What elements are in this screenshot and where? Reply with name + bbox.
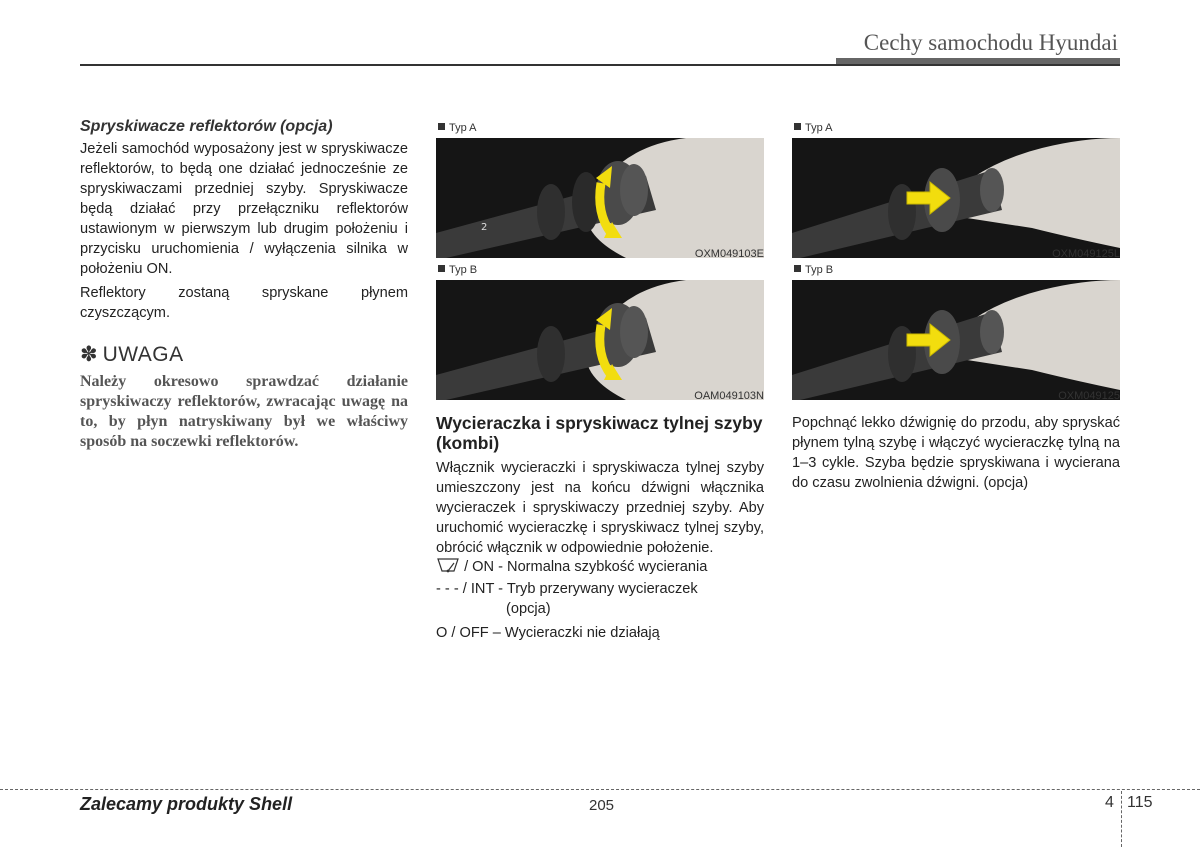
mode-int-option: (opcja) xyxy=(506,601,551,617)
mode-off-text: / OFF – Wycieraczki nie działają xyxy=(451,625,660,641)
footer-page-number: 115 xyxy=(1127,794,1153,811)
stalk-ring xyxy=(537,326,565,382)
figure-label xyxy=(438,264,477,276)
figure-code: OAM049103N xyxy=(694,390,764,402)
footer-rule xyxy=(0,789,1200,790)
figure-code: OXM049103E xyxy=(694,248,764,260)
figure-label xyxy=(794,264,833,276)
figure-label-text: Typ B xyxy=(449,264,478,276)
figure-label-text: Typ A xyxy=(805,122,833,134)
mode-on-text: / ON - Normalna szybkość wycierania xyxy=(464,559,708,575)
square-bullet-icon xyxy=(438,123,445,130)
chapter-header-title: Cechy samochodu Hyundai xyxy=(863,30,1118,55)
note-heading xyxy=(80,342,184,367)
figure-code: OXM049125 xyxy=(1058,390,1120,402)
mode-int-text: / INT - Tryb przerywany wycieraczek xyxy=(462,581,698,597)
int-dashes-symbol: - - - xyxy=(436,581,459,597)
stalk-knob-end xyxy=(620,164,648,216)
stalk-knob-end xyxy=(980,310,1004,354)
figure-label xyxy=(794,122,833,134)
square-bullet-icon xyxy=(438,265,445,272)
square-bullet-icon xyxy=(794,123,801,130)
rear-wiper-paragraph: Włącznik wycieraczki i spryskiwacza tylnej szyby umieszczony jest na końcu dźwigni włącznika wycieraczek i spryskiwaczy przedniej szyby. Aby uruchomić wycieraczkę i spryskiwacz tylnej szyby, obrócić włącznik w odpowiednie położenie. xyxy=(436,460,764,556)
wiper-stalk-rotate-illustration xyxy=(436,280,764,400)
wiper-switch-rotate-photo xyxy=(436,138,764,258)
wiper-icon xyxy=(436,557,460,573)
figure-middle-typ-b xyxy=(436,262,764,402)
stalk-ring xyxy=(537,184,565,240)
headlamp-washer-paragraph-2: Reflektory zostaną spryskane płynem czyszczącym. xyxy=(80,285,408,321)
footer-brand: Zalecamy produkty Shell xyxy=(80,794,293,814)
figure-label xyxy=(438,122,477,134)
off-symbol: O xyxy=(436,625,448,641)
wiper-stalk-rotate-illustration xyxy=(436,138,764,258)
mode-off xyxy=(436,623,766,643)
wiper-switch-push-photo xyxy=(792,280,1120,400)
headlamp-washer-title: Spryskiwacze reflektorów (opcja) xyxy=(80,118,333,135)
mode-on xyxy=(436,557,766,577)
wiper-switch-push-photo xyxy=(792,138,1120,258)
stalk-knob-end xyxy=(980,168,1004,212)
rear-washer-paragraph: Popchnąć lekko dźwignię do przodu, aby spryskać płynem tylną szybę i włączyć wycieraczkę tylną na 1–3 cykle. Szyba będzie spryskiwana i wycierana do czasu zwolnienia dźwigni. (opcja) xyxy=(792,415,1120,491)
note-heading-text: UWAGA xyxy=(102,343,184,366)
wiper-stalk-push-illustration xyxy=(792,280,1120,400)
wiper-switch-rotate-photo xyxy=(436,280,764,400)
footer-divider xyxy=(1121,791,1122,847)
figure-label-text: Typ A xyxy=(449,122,477,134)
figure-code: OXM049125L xyxy=(1052,248,1120,260)
note-star-icon: ✽ xyxy=(80,343,99,366)
rear-wiper-title: Wycieraczka i spryskiwacz tylnej szyby (kombi) xyxy=(436,413,763,453)
figure-right-typ-b xyxy=(792,262,1120,402)
figure-right-typ-a xyxy=(792,120,1120,260)
note-text: Należy okresowo sprawdzać działanie spryskiwaczy reflektorów, zwracając uwagę na to, by płyn natryskiwany był we właściwy sposób na soczewki reflektorów. xyxy=(80,373,408,450)
stalk-knob-end xyxy=(620,306,648,358)
stalk-symbol: 2 xyxy=(481,222,488,233)
footer-chapter-number: 4 xyxy=(1105,794,1114,811)
figure-label-text: Typ B xyxy=(805,264,834,276)
figure-middle-typ-a xyxy=(436,120,764,260)
headlamp-washer-paragraph-1: Jeżeli samochód wyposażony jest w spryskiwacze reflektorów, to będą one działać jednocześnie ze spryskiwaczami przedniej szyby. Spryskiwacze będą działać przy przełączniku reflektorów ustawionym w pierwszym lub drugim położeniu i przycisku uruchomienia / wyłączenia silnika w położeniu ON. xyxy=(80,141,408,277)
header-rule xyxy=(80,64,1120,66)
footer-scan-page-number: 205 xyxy=(589,797,615,814)
mode-int xyxy=(436,579,766,599)
square-bullet-icon xyxy=(794,265,801,272)
wiper-stalk-push-illustration xyxy=(792,138,1120,258)
